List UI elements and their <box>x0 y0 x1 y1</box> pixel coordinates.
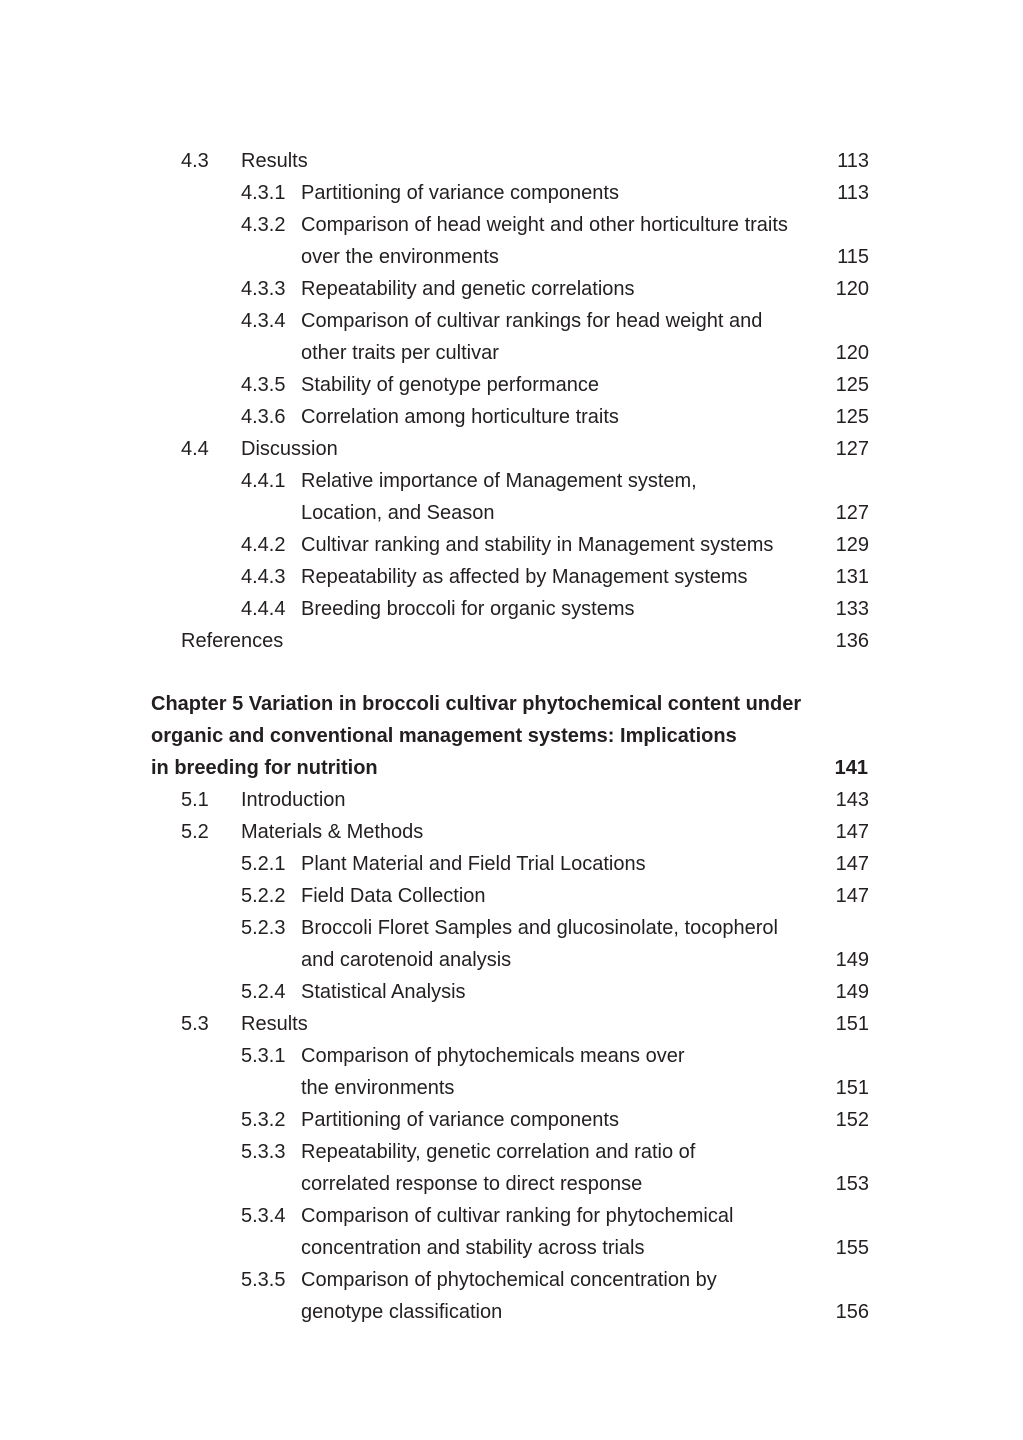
section-title: Comparison of phytochemicals means over <box>301 1045 685 1067</box>
page-number: 113 <box>837 182 869 204</box>
section-number: 4.3.1 <box>241 182 286 204</box>
chapter-title-continued: organic and conventional management systems: Implications <box>151 725 737 747</box>
page-number: 113 <box>837 150 869 172</box>
section-title: References <box>181 630 284 652</box>
section-title-continued: concentration and stability across trials <box>301 1237 645 1259</box>
page-number: 125 <box>835 406 869 428</box>
section-number: 4.3 <box>181 150 209 172</box>
page-number: 133 <box>835 598 869 620</box>
toc-entry-5-3-4-cont[interactable] <box>0 1232 1023 1264</box>
section-number: 5.3.2 <box>241 1109 286 1131</box>
section-title: Materials & Methods <box>241 821 424 843</box>
page-number: 151 <box>835 1013 869 1035</box>
toc-entry-4-3-4[interactable] <box>0 305 1023 337</box>
section-title: Partitioning of variance components <box>301 182 619 204</box>
page-number: 129 <box>835 534 869 556</box>
toc-entry-4-3-5[interactable] <box>0 369 1023 401</box>
section-title: Plant Material and Field Trial Locations <box>301 853 646 875</box>
section-title: Broccoli Floret Samples and glucosinolate, tocopherol <box>301 917 778 939</box>
page-number: 136 <box>835 630 869 652</box>
toc-entry-4-4-2[interactable] <box>0 529 1023 561</box>
page-number: 156 <box>835 1301 869 1323</box>
page-number: 147 <box>835 821 869 843</box>
page-number: 120 <box>835 342 869 364</box>
toc-entry-4-4-1-cont[interactable] <box>0 497 1023 529</box>
page-number: 127 <box>835 502 869 524</box>
section-title: Comparison of cultivar ranking for phytochemical <box>301 1205 734 1227</box>
section-number: 4.3.3 <box>241 278 286 300</box>
toc-entry-5-2[interactable] <box>0 816 1023 848</box>
section-title-continued: correlated response to direct response <box>301 1173 643 1195</box>
page-number: 149 <box>835 981 869 1003</box>
section-number: 4.3.2 <box>241 214 286 236</box>
section-title: Stability of genotype performance <box>301 374 599 396</box>
section-number: 5.2 <box>181 821 209 843</box>
toc-entry-4-4[interactable] <box>0 433 1023 465</box>
section-number: 5.2.1 <box>241 853 286 875</box>
section-title-continued: other traits per cultivar <box>301 342 499 364</box>
toc-entry-5-3-2[interactable] <box>0 1104 1023 1136</box>
section-title: Comparison of cultivar rankings for head weight and <box>301 310 763 332</box>
toc-entry-5-2-4[interactable] <box>0 976 1023 1008</box>
toc-entry-4-4-4[interactable] <box>0 593 1023 625</box>
page-number: 149 <box>835 949 869 971</box>
section-title: Repeatability, genetic correlation and ratio of <box>301 1141 696 1163</box>
page-number: 151 <box>835 1077 869 1099</box>
chapter-title-continued: in breeding for nutrition <box>151 757 378 779</box>
section-number: 5.3 <box>181 1013 209 1035</box>
chapter-title: Chapter 5 Variation in broccoli cultivar phytochemical content under <box>151 693 802 715</box>
section-title: Repeatability as affected by Management systems <box>301 566 748 588</box>
toc-entry-4-3-2-cont[interactable] <box>0 241 1023 273</box>
section-number: 5.3.1 <box>241 1045 286 1067</box>
section-title: Relative importance of Management system, <box>301 470 697 492</box>
toc-entry-4-4-3[interactable] <box>0 561 1023 593</box>
section-number: 5.3.5 <box>241 1269 286 1291</box>
table-of-contents <box>0 145 1023 1328</box>
toc-entry-4-3-3[interactable] <box>0 273 1023 305</box>
section-title-continued: Location, and Season <box>301 502 495 524</box>
page-number: 120 <box>835 278 869 300</box>
section-title: Discussion <box>241 438 338 460</box>
toc-entry-5-3-1-cont[interactable] <box>0 1072 1023 1104</box>
section-title: Introduction <box>241 789 346 811</box>
section-title: Results <box>241 150 308 172</box>
section-number: 4.3.6 <box>241 406 286 428</box>
toc-entry-5-3-5-cont[interactable] <box>0 1296 1023 1328</box>
section-number: 4.4.3 <box>241 566 286 588</box>
page-number: 152 <box>835 1109 869 1131</box>
toc-entry-5-2-3-cont[interactable] <box>0 944 1023 976</box>
toc-entry-5-3-3[interactable] <box>0 1136 1023 1168</box>
page-number: 131 <box>835 566 869 588</box>
section-number: 5.2.4 <box>241 981 286 1003</box>
section-number: 5.2.3 <box>241 917 286 939</box>
section-number: 4.4.1 <box>241 470 286 492</box>
section-number: 5.2.2 <box>241 885 286 907</box>
section-title: Partitioning of variance components <box>301 1109 619 1131</box>
chapter-page-number: 141 <box>834 757 868 779</box>
chapter-spacer <box>0 657 1023 688</box>
page-number: 147 <box>835 885 869 907</box>
toc-entry-5-3-1[interactable] <box>0 1040 1023 1072</box>
chapter-5-heading-line3[interactable] <box>0 752 1023 784</box>
section-title: Cultivar ranking and stability in Management systems <box>301 534 774 556</box>
toc-entry-references[interactable] <box>0 625 1023 657</box>
section-number: 4.3.4 <box>241 310 286 332</box>
toc-entry-4-3-4-cont[interactable] <box>0 337 1023 369</box>
chapter-5-heading-line2[interactable] <box>0 720 1023 752</box>
toc-entry-4-3[interactable] <box>0 145 1023 177</box>
section-title: Repeatability and genetic correlations <box>301 278 635 300</box>
section-title: Statistical Analysis <box>301 981 466 1003</box>
toc-entry-4-3-1[interactable] <box>0 177 1023 209</box>
section-title: Comparison of head weight and other horticulture traits <box>301 214 788 236</box>
section-title: Correlation among horticulture traits <box>301 406 619 428</box>
toc-entry-5-2-3[interactable] <box>0 912 1023 944</box>
section-number: 4.3.5 <box>241 374 286 396</box>
page-number: 125 <box>835 374 869 396</box>
page-number: 155 <box>835 1237 869 1259</box>
toc-entry-5-1[interactable] <box>0 784 1023 816</box>
page-number: 147 <box>835 853 869 875</box>
toc-entry-4-3-6[interactable] <box>0 401 1023 433</box>
section-title: Field Data Collection <box>301 885 486 907</box>
section-title: Results <box>241 1013 308 1035</box>
toc-entry-5-2-1[interactable] <box>0 848 1023 880</box>
page-number: 115 <box>837 246 869 268</box>
page-number: 153 <box>835 1173 869 1195</box>
section-number: 5.3.4 <box>241 1205 286 1227</box>
page-number: 143 <box>835 789 869 811</box>
section-title-continued: the environments <box>301 1077 455 1099</box>
section-number: 4.4.2 <box>241 534 286 556</box>
section-number: 4.4.4 <box>241 598 286 620</box>
section-title-continued: over the environments <box>301 246 499 268</box>
page-number: 127 <box>835 438 869 460</box>
section-title-continued: and carotenoid analysis <box>301 949 512 971</box>
toc-entry-5-3-4[interactable] <box>0 1200 1023 1232</box>
toc-entry-5-3-3-cont[interactable] <box>0 1168 1023 1200</box>
chapter-5-heading-line1[interactable] <box>0 688 1023 720</box>
toc-entry-4-4-1[interactable] <box>0 465 1023 497</box>
section-number: 5.1 <box>181 789 209 811</box>
toc-entry-5-3[interactable] <box>0 1008 1023 1040</box>
section-number: 5.3.3 <box>241 1141 286 1163</box>
toc-entry-5-2-2[interactable] <box>0 880 1023 912</box>
section-title: Comparison of phytochemical concentration by <box>301 1269 717 1291</box>
toc-entry-5-3-5[interactable] <box>0 1264 1023 1296</box>
toc-entry-4-3-2[interactable] <box>0 209 1023 241</box>
section-title-continued: genotype classification <box>301 1301 503 1323</box>
section-number: 4.4 <box>181 438 209 460</box>
section-title: Breeding broccoli for organic systems <box>301 598 635 620</box>
